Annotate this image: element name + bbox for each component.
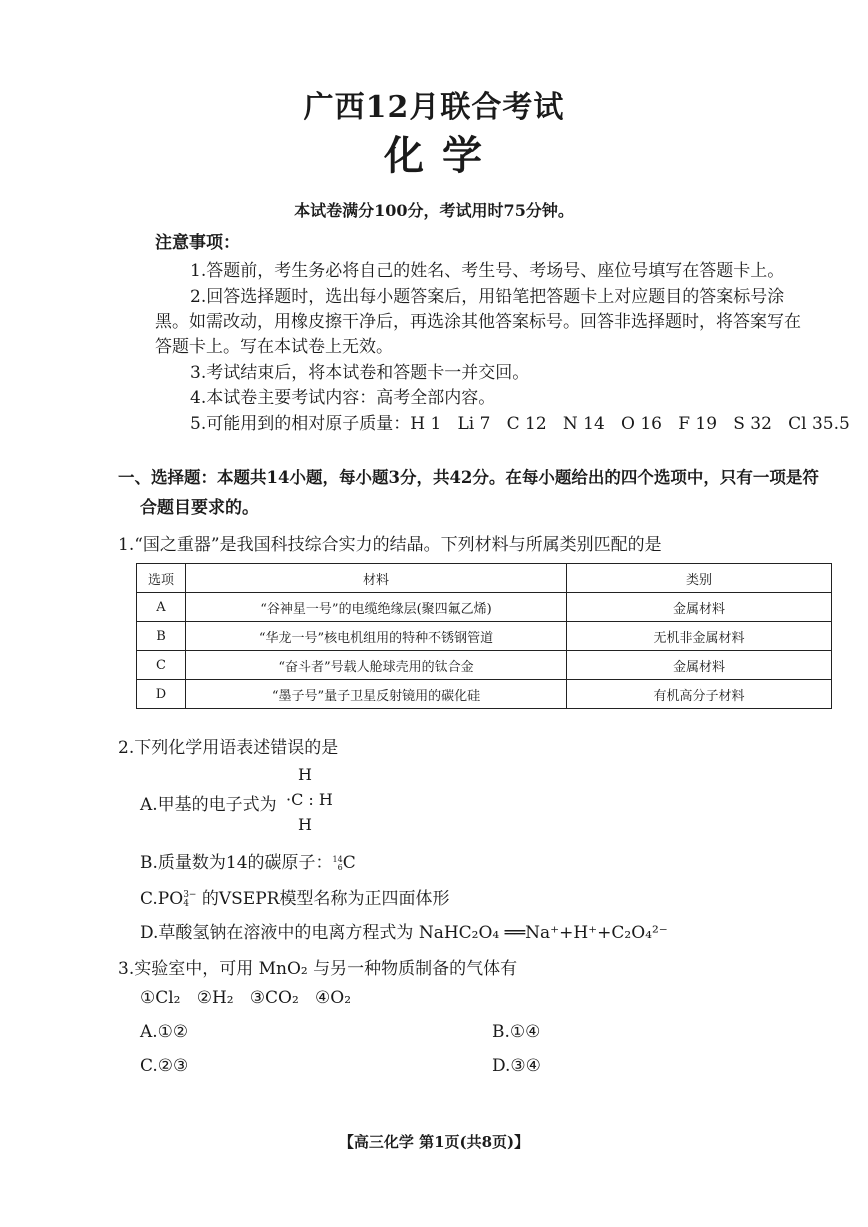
notice-item-5: 5.可能用到的相对原子质量：H 1 Li 7 C 12 N 14 O 16 F 19 S 32 Cl 35.5 — [190, 414, 850, 434]
section-heading-cont: 合题目要求的。 — [140, 498, 259, 518]
notice-item-4: 4.本试卷主要考试内容：高考全部内容。 — [190, 388, 496, 408]
q3-items: ①Cl₂ ②H₂ ③CO₂ ④O₂ — [140, 988, 352, 1008]
notice-item-2-end: 答题卡上。写在本试卷上无效。 — [155, 337, 393, 357]
q3-option-b: B.①④ — [492, 1022, 541, 1042]
q2-option-c — [140, 884, 449, 909]
lewis-h-bottom: H — [298, 815, 312, 834]
isotope-mass: 14 — [332, 854, 343, 864]
table-row — [137, 651, 832, 680]
q2-option-b — [140, 848, 356, 873]
isotope-symbol: C — [342, 853, 356, 873]
cell-category: 金属材料 — [567, 651, 832, 680]
isotope-atomic-number: 6 — [337, 862, 343, 872]
isotope-numbers — [333, 856, 343, 872]
cell-option: A — [137, 593, 186, 622]
cell-material: “墨子号”量子卫星反射镜用的碳化硅 — [186, 680, 567, 709]
table-row — [137, 680, 832, 709]
q3-option-a: A.①② — [140, 1022, 189, 1042]
cell-material: “华龙一号”核电机组用的特种不锈钢管道 — [186, 622, 567, 651]
section-heading: 一、选择题：本题共14小题，每小题3分，共42分。在每小题给出的四个选项中，只有一项是符 — [118, 468, 819, 487]
exam-info: 本试卷满分100分，考试用时75分钟。 — [294, 201, 574, 220]
page-footer: 【高三化学 第1页(共8页)】 — [338, 1133, 530, 1151]
cell-category: 有机高分子材料 — [567, 680, 832, 709]
q2-option-b-text: B.质量数为14的碳原子： — [140, 853, 333, 873]
q3-option-d: D.③④ — [492, 1056, 541, 1076]
table-header-row — [137, 564, 832, 593]
q2-option-a: A.甲基的电子式为 — [140, 795, 277, 815]
subject-title: 化 学 — [384, 132, 484, 179]
col-option: 选项 — [137, 564, 186, 593]
table-row — [137, 622, 832, 651]
phosphate-charge: 3− — [183, 889, 197, 900]
table-row — [137, 593, 832, 622]
cell-option: C — [137, 651, 186, 680]
q2-stem: 2.下列化学用语表述错误的是 — [118, 738, 339, 758]
col-category: 类别 — [567, 564, 832, 593]
lewis-h-top: H — [298, 765, 312, 784]
cell-category: 金属材料 — [567, 593, 832, 622]
phosphate-sub: 4 — [183, 898, 189, 909]
q2-option-c-pre: C.PO — [140, 889, 184, 909]
notice-heading: 注意事项： — [155, 233, 240, 253]
notice-item-3: 3.考试结束后，将本试卷和答题卡一并交回。 — [190, 363, 530, 383]
notice-item-2: 2.回答选择题时，选出每小题答案后，用铅笔把答题卡上对应题目的答案标号涂 — [190, 287, 785, 307]
notice-item-1: 1.答题前，考生务必将自己的姓名、考生号、考场号、座位号填写在答题卡上。 — [190, 261, 785, 281]
notice-item-2-cont: 黑。如需改动，用橡皮擦干净后，再选涂其他答案标号。回答非选择题时，将答案写在 — [155, 312, 801, 332]
q3-stem: 3.实验室中，可用 MnO₂ 与另一种物质制备的气体有 — [118, 959, 518, 979]
cell-option: D — [137, 680, 186, 709]
exam-title: 广西12月联合考试 — [303, 90, 565, 125]
q2-option-c-post: 的VSEPR模型名称为正四面体形 — [196, 889, 450, 909]
phosphate-scripts — [183, 891, 196, 909]
lewis-center: ·C : H — [286, 790, 333, 809]
col-material: 材料 — [186, 564, 567, 593]
cell-option: B — [137, 622, 186, 651]
cell-material: “奋斗者”号载人舱球壳用的钛合金 — [186, 651, 567, 680]
q2-option-d: D.草酸氢钠在溶液中的电离方程式为 NaHC₂O₄ ══Na⁺+H⁺+C₂O₄²⁻ — [140, 923, 668, 943]
cell-category: 无机非金属材料 — [567, 622, 832, 651]
q3-option-c: C.②③ — [140, 1056, 189, 1076]
q1-stem: 1.“国之重器”是我国科技综合实力的结晶。下列材料与所属类别匹配的是 — [118, 535, 662, 555]
q1-table — [136, 563, 832, 709]
cell-material: “谷神星一号”的电缆绝缘层(聚四氟乙烯) — [186, 593, 567, 622]
